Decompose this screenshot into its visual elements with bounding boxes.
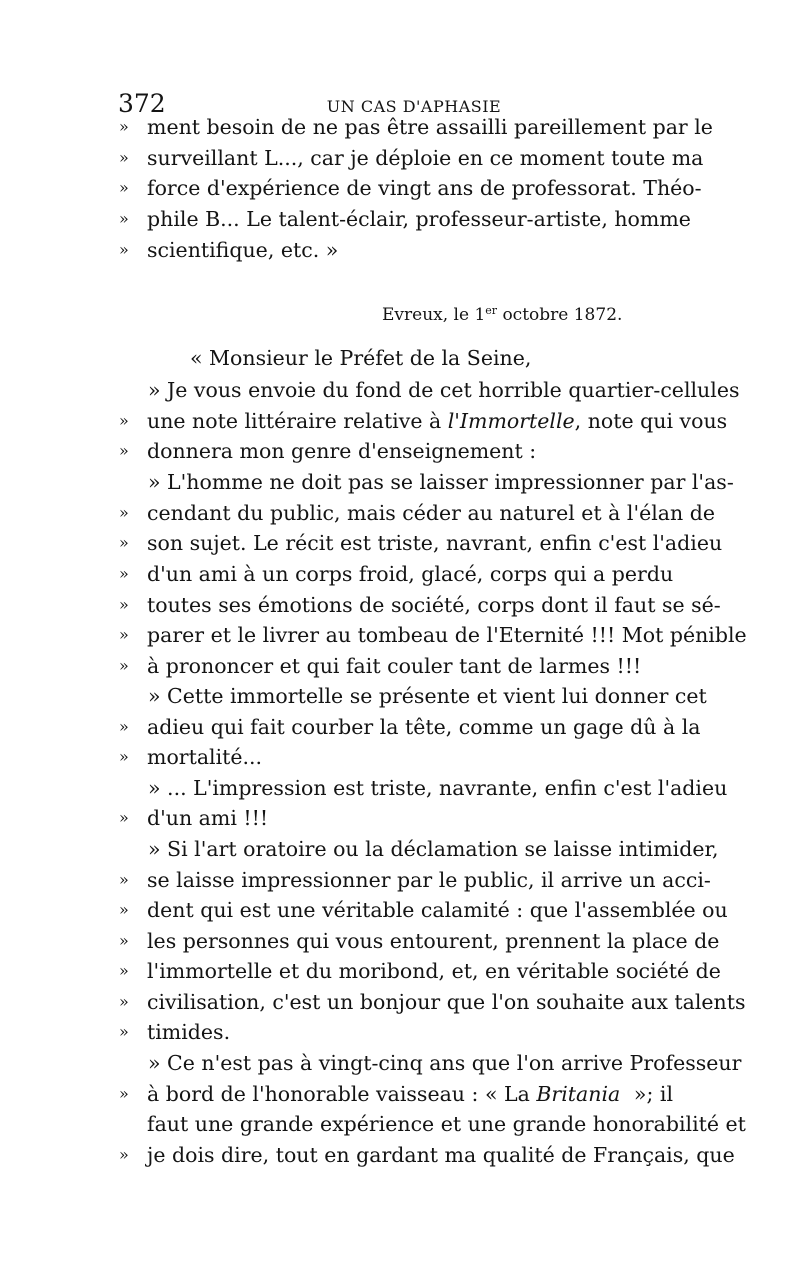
dateline-superscript: er	[485, 304, 498, 317]
line-text: phile B... Le talent-éclair, professeur-artiste, homme	[147, 207, 691, 231]
line-text: se laisse impressionner par le public, il arrive un acci-	[147, 868, 711, 892]
quote-mark: »	[119, 411, 129, 430]
text-line	[0, 498, 800, 528]
line-text: cendant du public, mais céder au naturel et à l'élan de	[147, 501, 715, 525]
quote-mark: »	[119, 1084, 129, 1103]
text-line	[0, 1140, 800, 1170]
quote-mark: »	[119, 1022, 129, 1041]
text-line	[0, 712, 800, 742]
line-text	[147, 406, 728, 436]
quote-mark: »	[119, 209, 129, 228]
line-text-start: une note littéraire relative à	[147, 409, 448, 433]
line-text: parer et le livrer au tombeau de l'Eternité !!! Mot pénible	[147, 623, 747, 647]
dateline-prefix: Evreux, le 1	[382, 305, 486, 325]
line-text: scientifique, etc. »	[147, 238, 339, 262]
dateline-suffix: octobre 1872.	[497, 305, 623, 325]
text-line	[0, 926, 800, 956]
italic-ship-name: Britania	[536, 1082, 621, 1106]
line-text: d'un ami à un corps froid, glacé, corps qui a perdu	[147, 562, 674, 586]
text-line	[0, 528, 800, 558]
quote-mark: »	[119, 992, 129, 1011]
quote-mark: »	[119, 148, 129, 167]
quote-mark: »	[119, 931, 129, 950]
quote-mark: »	[119, 961, 129, 980]
quote-mark: »	[119, 900, 129, 919]
text-line	[0, 375, 800, 405]
text-line	[0, 467, 800, 497]
quote-mark: »	[119, 808, 129, 827]
line-text-start: à bord de l'honorable vaisseau : « La	[147, 1082, 537, 1106]
salutation: « Monsieur le Préfet de la Seine,	[190, 346, 532, 370]
quote-mark: »	[119, 240, 129, 259]
quote-mark: »	[119, 595, 129, 614]
quote-mark: »	[119, 717, 129, 736]
text-line	[0, 1048, 800, 1078]
line-text: » Cette immortelle se présente et vient lui donner cet	[148, 684, 707, 708]
line-text: dent qui est une véritable calamité : que l'assemblée ou	[147, 898, 728, 922]
line-text: à prononcer et qui fait couler tant de larmes !!!	[147, 654, 642, 678]
text-line	[0, 834, 800, 864]
line-text: l'immortelle et du moribond, et, en véritable société de	[147, 959, 721, 983]
line-text: » Si l'art oratoire ou la déclamation se laisse intimider,	[148, 837, 719, 861]
quote-mark: »	[119, 178, 129, 197]
line-text: surveillant L..., car je déploie en ce moment toute ma	[147, 146, 704, 170]
line-text: timides.	[147, 1020, 231, 1044]
line-text: » ... L'impression est triste, navrante, enfin c'est l'adieu	[148, 776, 728, 800]
quote-mark: »	[119, 117, 129, 136]
page-number: 372	[118, 89, 166, 118]
text-line	[0, 803, 800, 833]
quote-mark: »	[119, 747, 129, 766]
text-line	[0, 956, 800, 986]
line-text: adieu qui fait courber la tête, comme un gage dû à la	[147, 715, 701, 739]
text-line	[0, 895, 800, 925]
line-text: » L'homme ne doit pas se laisser impressionner par l'as-	[148, 470, 734, 494]
line-text: d'un ami !!!	[147, 806, 269, 830]
text-line	[0, 620, 800, 650]
line-text: je dois dire, tout en gardant ma qualité de Français, que	[147, 1143, 735, 1167]
italic-title: l'Immortelle	[447, 409, 575, 433]
quote-mark: »	[119, 870, 129, 889]
line-text: mortalité...	[147, 745, 263, 769]
quote-mark: »	[119, 533, 129, 552]
line-text-segment	[147, 406, 575, 436]
text-line	[0, 559, 800, 589]
text-line	[0, 651, 800, 681]
line-text: » Ce n'est pas à vingt-cinq ans que l'on arrive Professeur	[148, 1051, 742, 1075]
text-line	[0, 1017, 800, 1047]
quote-mark: »	[119, 564, 129, 583]
text-line	[0, 987, 800, 1017]
line-text	[147, 1079, 673, 1109]
text-line	[0, 590, 800, 620]
text-line	[0, 173, 800, 203]
line-text: son sujet. Le récit est triste, navrant, enfin c'est l'adieu	[147, 531, 723, 555]
quote-mark: »	[119, 1145, 129, 1164]
line-text-tail: »; il	[633, 1082, 673, 1106]
text-line	[0, 681, 800, 711]
line-text: » Je vous envoie du fond de cet horrible quartier-cellules	[148, 378, 740, 402]
text-line	[0, 406, 800, 436]
quote-mark: »	[119, 441, 129, 460]
line-text: donnera mon genre d'enseignement :	[147, 439, 537, 463]
running-title: UN CAS D'APHASIE	[326, 97, 502, 116]
line-text: les personnes qui vous entourent, prennent la place de	[147, 929, 720, 953]
text-line	[0, 436, 800, 466]
text-line	[0, 143, 800, 173]
text-line	[0, 742, 800, 772]
dateline	[382, 301, 622, 329]
text-line	[0, 1109, 800, 1139]
text-line	[0, 865, 800, 895]
line-text: civilisation, c'est un bonjour que l'on souhaite aux talents	[147, 990, 746, 1014]
quote-mark: »	[119, 625, 129, 644]
text-line	[0, 204, 800, 234]
text-line	[0, 1079, 800, 1109]
line-text: force d'expérience de vingt ans de professorat. Théo-	[147, 176, 702, 200]
line-text: toutes ses émotions de société, corps dont il faut se sé-	[147, 593, 721, 617]
line-text: ment besoin de ne pas être assailli pareillement par le	[147, 115, 713, 139]
line-text-tail: , note qui vous	[574, 409, 728, 433]
text-line	[0, 112, 800, 142]
line-text-segment	[147, 1079, 620, 1109]
quote-mark: »	[119, 656, 129, 675]
text-line	[0, 235, 800, 265]
line-text: faut une grande expérience et une grande honorabilité et	[147, 1112, 746, 1136]
text-line	[0, 773, 800, 803]
quote-mark: »	[119, 503, 129, 522]
